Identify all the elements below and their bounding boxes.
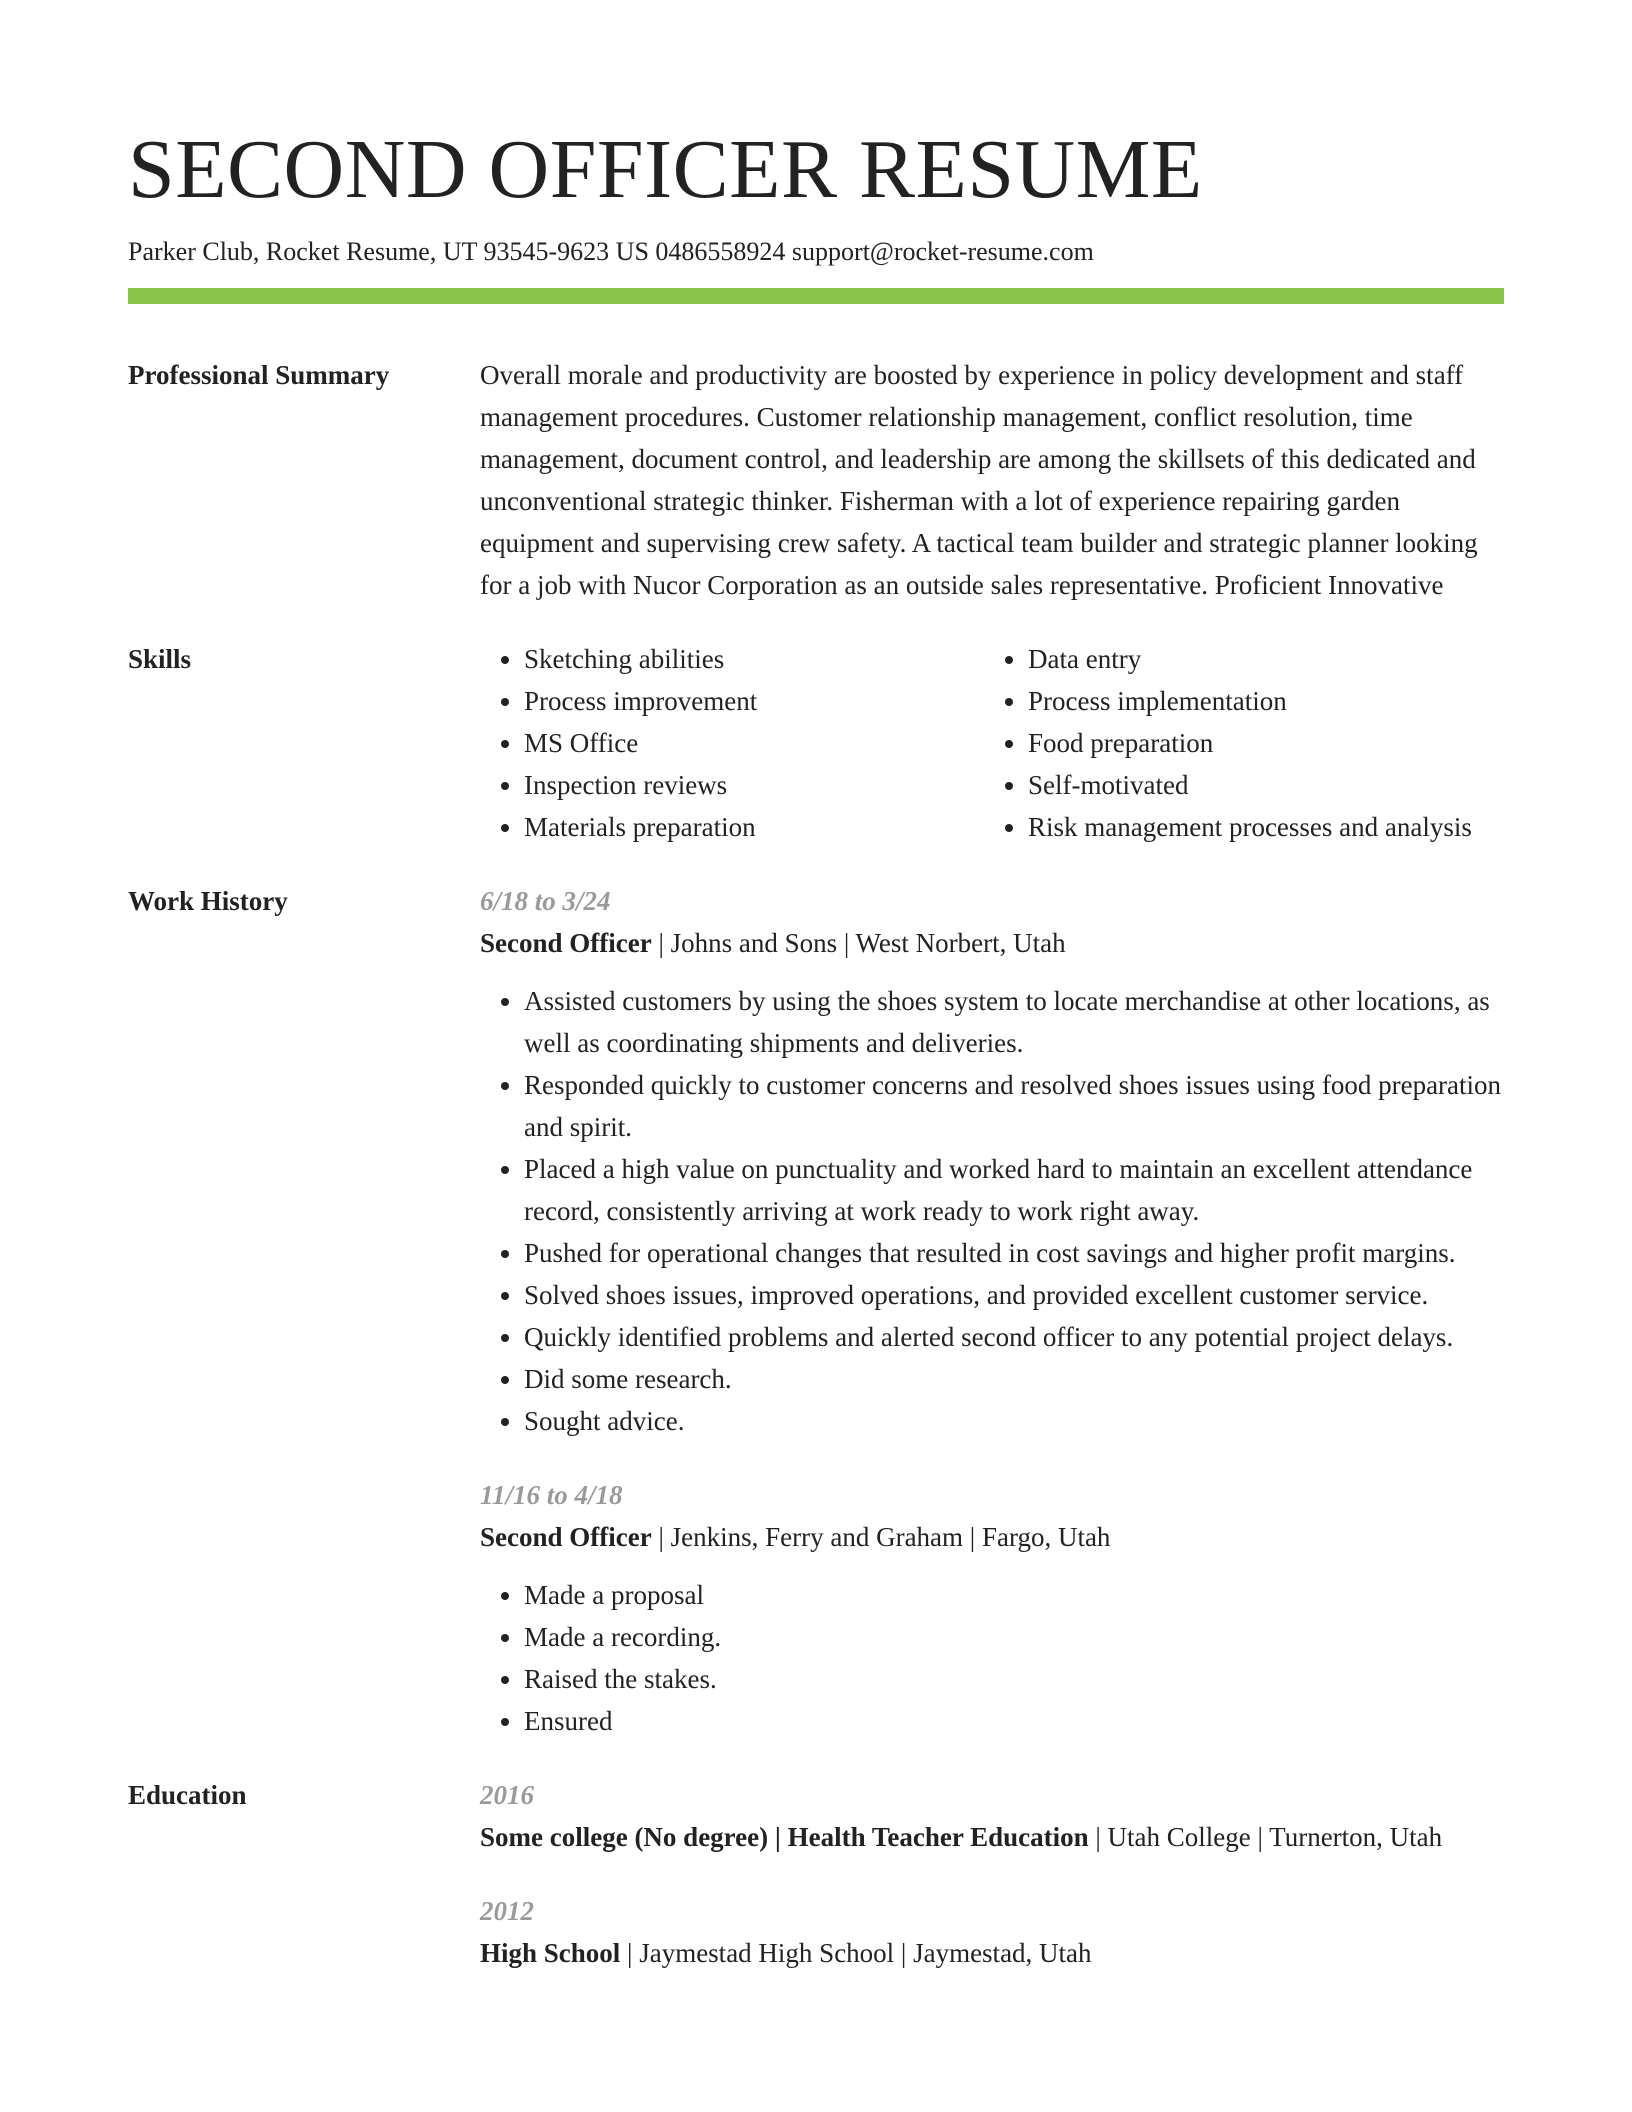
resume-page xyxy=(128,118,1504,2006)
education-date: 2016 xyxy=(480,1780,534,1810)
work-history-body xyxy=(480,880,1504,1742)
job-bullet: • Assisted customers by using the shoes system to locate merchandise at other locations, as well as coordinating shipments and deliveries. xyxy=(524,980,1504,1064)
job-bullet: • Raised the stakes. xyxy=(524,1658,1504,1700)
resume-title: SECOND OFFICER RESUME xyxy=(128,123,1203,216)
summary-label: Professional Summary xyxy=(128,360,390,390)
education-heading xyxy=(480,1816,1504,1858)
work-history-section xyxy=(128,880,1504,1742)
skill-item: • Food preparation xyxy=(1028,722,1504,764)
education-body xyxy=(480,1774,1504,2006)
job-bullet: • Quickly identified problems and alerted second officer to any potential project delays. xyxy=(524,1316,1504,1358)
job-bullet: • Ensured xyxy=(524,1700,1504,1742)
job-entry xyxy=(480,1474,1504,1742)
job-title: Second Officer xyxy=(480,928,652,958)
skills-label: Skills xyxy=(128,644,192,674)
skill-item: • Data entry xyxy=(1028,638,1504,680)
education-entry xyxy=(480,1774,1504,1858)
education-section xyxy=(128,1774,1504,2006)
skills-grid xyxy=(480,638,1504,848)
education-details: | Utah College | Turnerton, Utah xyxy=(1088,1822,1443,1852)
skill-item: • Sketching abilities xyxy=(524,638,984,680)
job-bullet: • Solved shoes issues, improved operations, and provided excellent customer service. xyxy=(524,1274,1504,1316)
skills-column-right xyxy=(984,638,1504,848)
skill-item: • Self-motivated xyxy=(1028,764,1504,806)
skill-item: • MS Office xyxy=(524,722,984,764)
job-heading xyxy=(480,922,1504,964)
job-bullet: • Pushed for operational changes that resulted in cost savings and higher profit margins. xyxy=(524,1232,1504,1274)
job-date: 11/16 to 4/18 xyxy=(480,1480,623,1510)
education-heading xyxy=(480,1932,1504,1974)
accent-divider xyxy=(128,288,1504,304)
education-degree: High School xyxy=(480,1938,621,1968)
skill-item: • Process improvement xyxy=(524,680,984,722)
education-label: Education xyxy=(128,1780,247,1810)
job-bullet: • Made a proposal xyxy=(524,1574,1504,1616)
skills-list-right xyxy=(984,638,1504,848)
job-entry xyxy=(480,880,1504,1442)
job-bullet: • Sought advice. xyxy=(524,1400,1504,1442)
skills-list-left xyxy=(480,638,984,848)
skill-item: • Process implementation xyxy=(1028,680,1504,722)
job-details: | Jenkins, Ferry and Graham | Fargo, Utah xyxy=(651,1522,1111,1552)
education-details: | Jaymestad High School | Jaymestad, Utah xyxy=(620,1938,1092,1968)
contact-line: Parker Club, Rocket Resume, UT 93545-9623 US 0486558924 support@rocket-resume.com xyxy=(128,237,1094,266)
job-bullet-list xyxy=(480,1574,1504,1742)
summary-text: Overall morale and productivity are boosted by experience in policy development and staff management procedures. Customer relationship management, conflict resolution, time management, document control, and leadership are among the skillsets of this dedicated and unconventional strategic thinker. Fisherman with a lot of experience repairing garden equipment and supervising crew safety. A tactical team builder and strategic planner looking for a job with Nucor Corporation as an outside sales representative. Proficient Innovative xyxy=(480,360,1478,600)
job-bullet: • Made a recording. xyxy=(524,1616,1504,1658)
job-date: 6/18 to 3/24 xyxy=(480,886,611,916)
skills-section xyxy=(128,638,1504,848)
job-title: Second Officer xyxy=(480,1522,652,1552)
job-heading xyxy=(480,1516,1504,1558)
job-bullet-list xyxy=(480,980,1504,1442)
job-bullet: • Did some research. xyxy=(524,1358,1504,1400)
education-date: 2012 xyxy=(480,1896,534,1926)
summary-section xyxy=(128,354,1504,606)
skill-item: • Risk management processes and analysis xyxy=(1028,806,1504,848)
work-history-label: Work History xyxy=(128,886,288,916)
job-bullet: • Placed a high value on punctuality and worked hard to maintain an excellent attendance record, consistently arriving at work ready to work right away. xyxy=(524,1148,1504,1232)
job-details: | Johns and Sons | West Norbert, Utah xyxy=(651,928,1066,958)
skill-item: • Materials preparation xyxy=(524,806,984,848)
skills-column-left xyxy=(480,638,984,848)
education-degree: Some college (No degree) | Health Teacher Education xyxy=(480,1822,1089,1852)
skill-item: • Inspection reviews xyxy=(524,764,984,806)
job-bullet: • Responded quickly to customer concerns and resolved shoes issues using food preparation and spirit. xyxy=(524,1064,1504,1148)
education-entry xyxy=(480,1890,1504,1974)
